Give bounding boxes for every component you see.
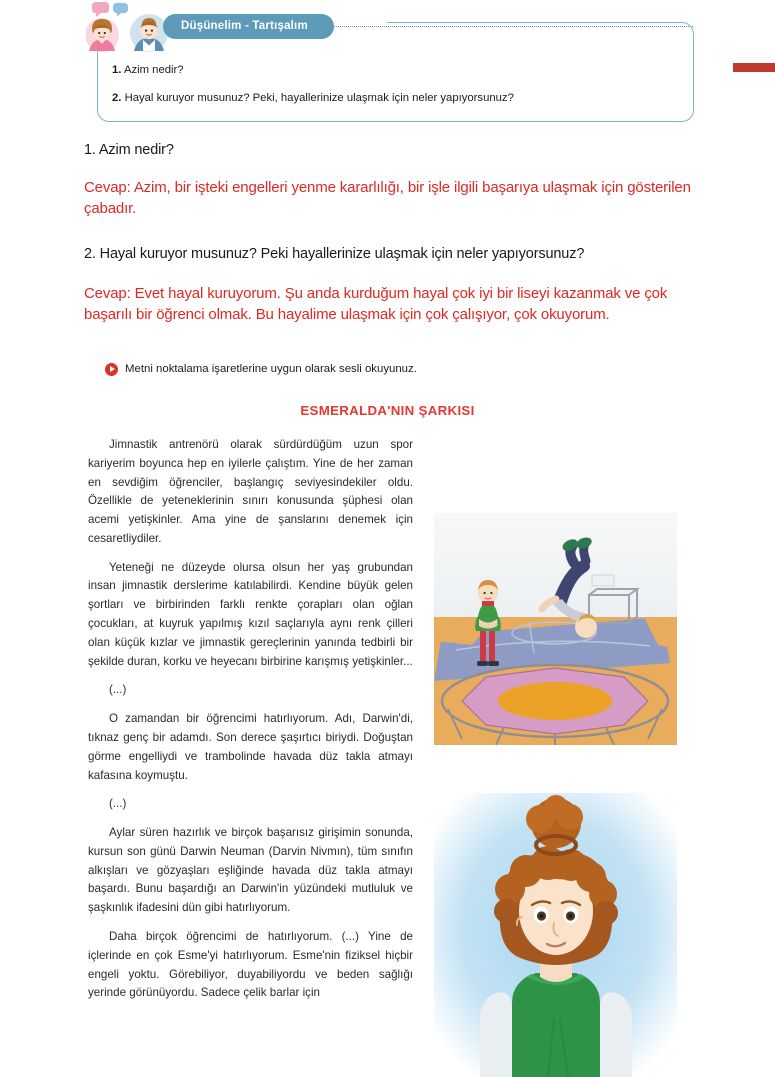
callout-question-1-number: 1. — [112, 64, 122, 76]
story-paragraph: Daha birçok öğrencimi de hatırlıyorum. (...) Yine de içlerinde en çok Esme'yi hatırlıyorum. Esme'nin fiziksel hiçbir engeli yoktu. Görebiliyor, duyabiliyordu ve beden sağlığı yerinde görünüyordu. Sadece çelik barlar için — [88, 929, 413, 1000]
callout-question-1 — [112, 63, 184, 78]
answer-1: Cevap: Azim, bir işteki engelleri yenme kararlılığı, bir işle ilgili başarıya ulaşmak için gösterilen çabadır. — [84, 179, 691, 218]
story-ellipsis: (...) — [109, 683, 127, 697]
play-arrow-icon — [105, 363, 118, 376]
story-paragraph: Jimnastik antrenörü olarak sürdürdüğüm uzun spor kariyerim boyunca hep en iyilerle çalıştım. Yine de her zaman en sevdiğim öğrenciler, başlangıç seviyesindekiler oldu. Özellikle de yeteneklerinin sınırı konusunda şüphesi olan acemi yetişkinler. Ama yine de şanslarını denemek için cesaretliydiler. — [88, 438, 413, 545]
discussion-badge-label: Düşünelim - Tartışalım — [163, 14, 334, 39]
question-1: 1. Azim nedir? — [84, 142, 174, 158]
boy-avatar-icon — [130, 14, 168, 52]
answer-2: Cevap: Evet hayal kuruyorum. Şu anda kurduğum hayal çok iyi bir liseyi kazanmak ve çok başarılı bir öğrenci olmak. Bu hayalime ulaşmak için çok çalışıyor, çok okuyorum. — [84, 285, 668, 324]
story-paragraph: O zamandan bir öğrencimi hatırlıyorum. Adı, Darwin'di, tıknaz genç bir adamdı. Son derece şaşırtıcı biriydi. Doğuştan görme engelliydi ve trambolinde havada düz takla atmayı kafasına koymuştu. — [88, 712, 413, 782]
callout-question-2-number: 2. — [112, 92, 122, 104]
story-paragraph: Yeteneği ne düzeyde olursa olsun her yaş grubundan insan jimnastik derslerime katılabilirdi. Kendine büyük gelen şortları ve birbirinden farklı renkte çorapları olan oğlan çocukları, at kuyruk yapılmış kızıl saçlarıyla aynı renk çilleri olan küçük kızlar ve jimnastik gereçlerinin yanında tedbirli bir şekilde duran, korku ve heyecanı birbirine karışmış yetişkinler... — [88, 560, 413, 668]
callout-question-2 — [112, 91, 514, 106]
story-title: ESMERALDA'NIN ŞARKISI — [300, 403, 475, 418]
girl-portrait-illustration — [434, 793, 677, 1077]
callout-dotted-line — [315, 26, 693, 27]
page-edge-tab — [733, 63, 775, 72]
read-aloud-instruction — [105, 362, 417, 377]
story-ellipsis: (...) — [109, 797, 127, 811]
instruction-text: Metni noktalama işaretlerine uygun olarak sesli okuyunuz. — [125, 363, 417, 375]
speech-bubble-icon — [92, 2, 128, 17]
question-2: 2. Hayal kuruyor musunuz? Peki hayallerinize ulaşmak için neler yapıyorsunuz? — [84, 246, 585, 262]
story-body — [88, 436, 413, 1013]
girl-avatar-icon — [86, 18, 119, 52]
callout-question-2-text: Hayal kuruyor musunuz? Peki, hayallerinize ulaşmak için neler yapıyorsunuz? — [124, 92, 514, 104]
callout-question-1-text: Azim nedir? — [123, 64, 184, 76]
story-paragraph: Aylar süren hazırlık ve birçok başarısız girişimin sonunda, kursun son günü Darwin Neuman (Darvin Nivmın), tüm sınıfın alkışları ve gözyaşları eşliğinde havada düz takla atmayı başardı. Bunu başardığı an Darwin'in yüzündeki mutluluk ve şaşkınlık ifadesini dün gibi hatırlıyorum. — [88, 826, 413, 915]
trampoline-gym-illustration — [434, 513, 677, 745]
